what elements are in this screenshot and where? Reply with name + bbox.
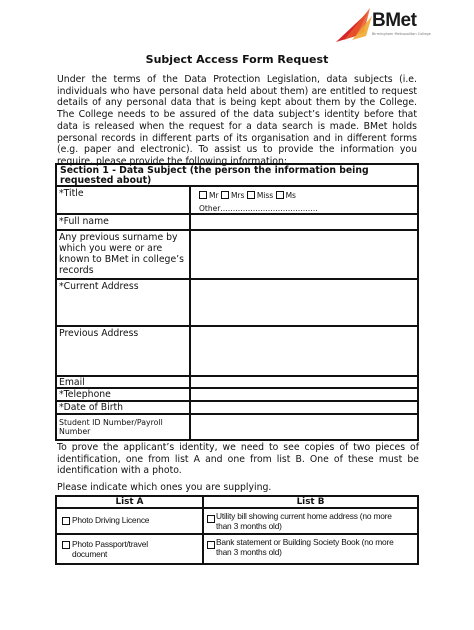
proof-of-identity-text: To prove the applicant’s identity, we need to see copies of two pieces of identification, one from list A and one from list B. One of these must be identification with a photo. xyxy=(57,442,419,477)
indicate-text: Please indicate which ones you are supplying. xyxy=(57,482,272,493)
title-option-mrs[interactable]: Mrs xyxy=(221,191,244,200)
full-name-label: *Full name xyxy=(57,215,191,229)
checkbox-icon[interactable] xyxy=(276,191,284,199)
brand-tagline: Birmingham Metropolitan College xyxy=(372,32,431,36)
id-lists-table xyxy=(55,495,419,565)
intro-paragraph: Under the terms of the Data Protection Legislation, data subjects (i.e. individuals who have personal data held about them) are entitled to request details of any personal data that is being kept about them by the College. The College needs to be assured of the data subject’s identity before that data is released when the request for a data search is made. BMet holds personal records in different parts of its organisation and in different forms (e.g. paper and electronic). To assist us to provide the information you require, please provide the following information: xyxy=(57,74,417,167)
email-label: Email xyxy=(57,377,191,387)
checkbox-icon[interactable] xyxy=(207,515,215,523)
list-a-item-photo-passport: Photo Passport/travel document xyxy=(72,539,148,559)
checkbox-icon[interactable] xyxy=(62,541,70,549)
title-row xyxy=(57,187,417,215)
previous-surname-label: Any previous surname by which you were or are known to BMet in college’s records xyxy=(57,231,191,278)
previous-address-row[interactable] xyxy=(57,327,417,377)
list-b-header: List B xyxy=(204,497,417,509)
email-row[interactable] xyxy=(57,377,417,389)
title-options xyxy=(199,191,296,200)
brand-name: BMet xyxy=(372,10,417,31)
dob-row[interactable] xyxy=(57,402,417,415)
list-b-item-bank-statement: Bank statement or Building Society Book (no more than 3 months old) xyxy=(216,537,394,557)
current-address-row[interactable] xyxy=(57,280,417,327)
title-other-field[interactable]: Other………………………………… xyxy=(199,204,318,213)
title-option-mr[interactable]: Mr xyxy=(199,191,219,200)
checkbox-icon[interactable] xyxy=(62,517,70,525)
previous-address-label: Previous Address xyxy=(57,327,191,375)
checkbox-icon[interactable] xyxy=(221,191,229,199)
full-name-row[interactable] xyxy=(57,215,417,231)
current-address-label: *Current Address xyxy=(57,280,191,325)
checkbox-icon[interactable] xyxy=(247,191,255,199)
title-option-ms[interactable]: Ms xyxy=(276,191,296,200)
telephone-row[interactable] xyxy=(57,389,417,402)
dob-label: *Date of Birth xyxy=(57,402,191,413)
list-a-header: List A xyxy=(57,497,202,509)
title-label: *Title xyxy=(57,187,191,213)
student-id-row[interactable] xyxy=(57,415,417,439)
list-divider xyxy=(202,497,204,563)
list-row-divider xyxy=(57,533,417,535)
previous-surname-row[interactable] xyxy=(57,231,417,280)
checkbox-icon[interactable] xyxy=(199,191,207,199)
data-subject-form xyxy=(55,163,419,441)
section-1-header: Section 1 - Data Subject (the person the information being requested about) xyxy=(57,165,417,187)
list-a-item-photo-driving-licence: Photo Driving Licence xyxy=(72,515,150,525)
telephone-label: *Telephone xyxy=(57,389,191,400)
page-title: Subject Access Form Request xyxy=(145,53,329,66)
title-option-miss[interactable]: Miss xyxy=(247,191,273,200)
student-id-label: Student ID Number/Payroll Number xyxy=(57,415,191,439)
list-b-item-utility-bill: Utility bill showing current home address (no more than 3 months old) xyxy=(216,511,392,531)
checkbox-icon[interactable] xyxy=(207,541,215,549)
